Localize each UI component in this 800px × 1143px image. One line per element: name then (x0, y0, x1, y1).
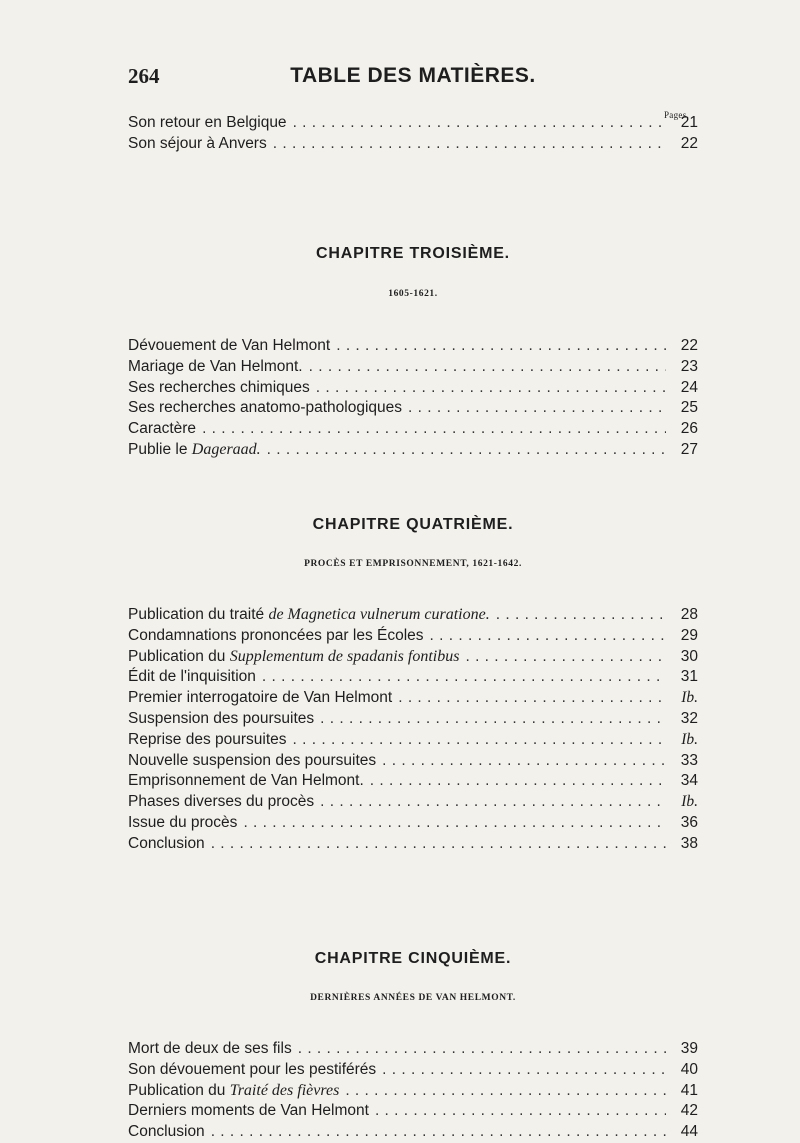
dot-leader (375, 1101, 666, 1122)
toc-entry-title (128, 134, 267, 155)
toc-entry (128, 730, 698, 751)
toc-entry-title-text: Derniers moments de Van Helmont (128, 1102, 369, 1120)
toc-entry-title-text: Mariage de Van Helmont. (128, 357, 303, 375)
toc-entry (128, 834, 698, 855)
dot-leader (336, 336, 666, 357)
toc-entry-title (128, 688, 392, 709)
chapter-4-heading: CHAPITRE QUATRIÈME. (312, 516, 514, 533)
dot-leader (496, 605, 666, 626)
toc-entry-title (128, 398, 402, 419)
toc-entry (128, 419, 698, 440)
toc-entry (128, 751, 698, 772)
page-header (128, 64, 698, 94)
dot-leader (408, 398, 666, 419)
dot-leader (370, 771, 666, 792)
toc-entry-page: 30 (680, 647, 698, 665)
toc-entry-title-text: Édit de l'inquisition (128, 668, 256, 686)
toc-entry (128, 134, 698, 155)
pages-column-label: Pages. (664, 110, 690, 120)
toc-entry-page: 39 (680, 1040, 698, 1057)
toc-entry-title-text: Caractère (128, 420, 197, 438)
toc-entry-page: 21 (680, 114, 698, 131)
toc-entry-page: 24 (680, 378, 698, 396)
toc-entry-title-text: Emprisonnement de Van Helmont. (128, 772, 364, 790)
toc-entry-page: 42 (680, 1102, 698, 1120)
toc-entry-title (128, 336, 330, 357)
toc-entry (128, 113, 698, 134)
dot-leader (345, 1081, 666, 1102)
toc-entry-title (128, 647, 459, 668)
toc-entry-title-prefix: Publication du traité (128, 606, 265, 623)
toc-chapter-5 (128, 1039, 698, 1143)
toc-entry-title (128, 1101, 369, 1122)
toc-entry-page: 26 (680, 420, 698, 438)
toc-entry-title-italic: Dageraad. (191, 440, 261, 458)
toc-entry-title (128, 1122, 205, 1143)
toc-entry-title (128, 113, 287, 134)
chapter-3-subtitle: 1605-1621. (388, 289, 438, 299)
toc-entry-page: 34 (680, 772, 698, 790)
chapter-3-heading: CHAPITRE TROISIÈME. (316, 245, 510, 262)
toc-entry-title-text: Dévouement de Van Helmont (128, 337, 331, 354)
toc-entry (128, 1060, 698, 1081)
toc-entry-page: 32 (680, 709, 698, 727)
dot-leader (309, 357, 666, 378)
toc-entry (128, 647, 698, 668)
toc-entry-title-text: Premier interrogatoire de Van Helmont (128, 689, 393, 707)
toc-entry (128, 1122, 698, 1143)
dot-leader (293, 730, 666, 751)
toc-entry-page: Ib. (681, 689, 698, 707)
dot-leader (382, 751, 666, 772)
toc-entry-page: 29 (680, 626, 698, 644)
toc-entry-page: Ib. (681, 730, 698, 748)
dot-leader (262, 667, 666, 688)
toc-entry-title (128, 1060, 376, 1081)
toc-entry-title (128, 730, 287, 751)
toc-entry (128, 1081, 698, 1102)
toc-entry-title-text: Conclusion (128, 834, 205, 852)
toc-entry (128, 398, 698, 419)
dot-leader (298, 1039, 666, 1060)
toc-entry-title (128, 667, 256, 688)
toc-entry-page: 22 (680, 337, 698, 354)
toc-entry-title-text: Conclusion (128, 1123, 205, 1141)
dot-leader (202, 419, 666, 440)
toc-entry-title (128, 813, 237, 834)
running-title: TABLE DES MATIÈRES. (290, 64, 536, 87)
toc-entry-page: 36 (680, 813, 698, 831)
toc-entry-title (128, 626, 424, 647)
toc-entry-title (128, 834, 205, 855)
toc-entry-title-italic: Supplementum de spadanis fontibus (229, 647, 460, 665)
toc-entry-page: 44 (680, 1123, 698, 1141)
chapter-4-subtitle: PROCÈS ET EMPRISONNEMENT, 1621-1642. (304, 559, 522, 569)
toc-entry-title (128, 440, 261, 461)
toc-entry (128, 357, 698, 378)
toc-entry-title-text: Mort de deux de ses fils (128, 1040, 292, 1057)
dot-leader (382, 1060, 666, 1081)
dot-leader (465, 647, 666, 668)
toc-entry-title-text: Reprise des poursuites (128, 730, 287, 748)
toc-entry-title (128, 378, 310, 399)
toc-entry (128, 336, 698, 357)
toc-entry-page: 23 (680, 357, 698, 375)
toc-entry-page: 22 (680, 134, 698, 152)
dot-leader (273, 134, 666, 155)
toc-chapter-3 (128, 336, 698, 461)
dot-leader (211, 834, 666, 855)
toc-entry-page: 40 (680, 1060, 698, 1078)
dot-leader (320, 792, 666, 813)
toc-entry-title (128, 771, 364, 792)
toc-entry-title (128, 605, 490, 626)
toc-entry-title-italic: de Magnetica vulnerum curatione. (268, 606, 490, 623)
page-number: 264 (128, 64, 160, 88)
toc-entry (128, 771, 698, 792)
toc-entry-title (128, 709, 314, 730)
toc-entry-page: 28 (680, 606, 698, 623)
toc-entry (128, 1101, 698, 1122)
toc-entry-title-text: Nouvelle suspension des poursuites (128, 751, 377, 769)
toc-entry-page: 27 (680, 440, 698, 458)
toc-entry-title (128, 1081, 339, 1102)
toc-entry-title-prefix: Publication du (128, 647, 226, 665)
toc-chapter-4 (128, 605, 698, 855)
toc-entry (128, 378, 698, 399)
toc-entry (128, 667, 698, 688)
toc-entry-title-text: Son retour en Belgique (128, 114, 287, 131)
toc-entry (128, 1039, 698, 1060)
toc-entry (128, 813, 698, 834)
toc-entry-title (128, 792, 314, 813)
toc-entry (128, 688, 698, 709)
toc-entry-page: 31 (680, 668, 698, 686)
toc-entry-title-text: Son séjour à Anvers (128, 134, 267, 152)
toc-entry-title-text: Phases diverses du procès (128, 793, 315, 811)
toc-entry-page: 38 (680, 834, 698, 852)
toc-entry-title-text: Ses recherches chimiques (128, 378, 310, 396)
chapter-5-subtitle: DERNIÈRES ANNÉES DE VAN HELMONT. (310, 993, 516, 1003)
toc-entry-title (128, 357, 303, 378)
toc-entry-title (128, 1039, 292, 1060)
toc-entry-title-italic: Traité des fièvres (229, 1081, 340, 1099)
toc-entry-title-prefix: Publication du (128, 1081, 226, 1099)
dot-leader (211, 1122, 666, 1143)
dot-leader (320, 709, 666, 730)
toc-entry-page: 33 (680, 751, 698, 769)
dot-leader (243, 813, 666, 834)
toc-entry-page: Ib. (681, 793, 698, 811)
toc-entry (128, 605, 698, 626)
dot-leader (267, 440, 666, 461)
toc-entry-title (128, 751, 376, 772)
toc-entry-title-text: Condamnations prononcées par les Écoles (128, 626, 424, 644)
toc-entry-page: 25 (680, 399, 698, 417)
toc-entry-title-text: Ses recherches anatomo-pathologiques (128, 399, 403, 417)
toc-entry (128, 440, 698, 461)
dot-leader (293, 113, 666, 134)
toc-entry (128, 709, 698, 730)
toc-section-continued (128, 113, 698, 155)
dot-leader (316, 378, 666, 399)
toc-entry-title-prefix: Publie le (128, 440, 188, 458)
toc-entry (128, 626, 698, 647)
toc-entry-page: 41 (680, 1081, 698, 1099)
toc-entry-title (128, 419, 196, 440)
dot-leader (430, 626, 666, 647)
toc-entry-title-text: Issue du procès (128, 813, 238, 831)
chapter-5-heading: CHAPITRE CINQUIÈME. (314, 950, 512, 967)
toc-entry-title-text: Suspension des poursuites (128, 709, 315, 727)
dot-leader (398, 688, 666, 709)
toc-entry-title-text: Son dévouement pour les pestiférés (128, 1060, 377, 1078)
toc-entry (128, 792, 698, 813)
